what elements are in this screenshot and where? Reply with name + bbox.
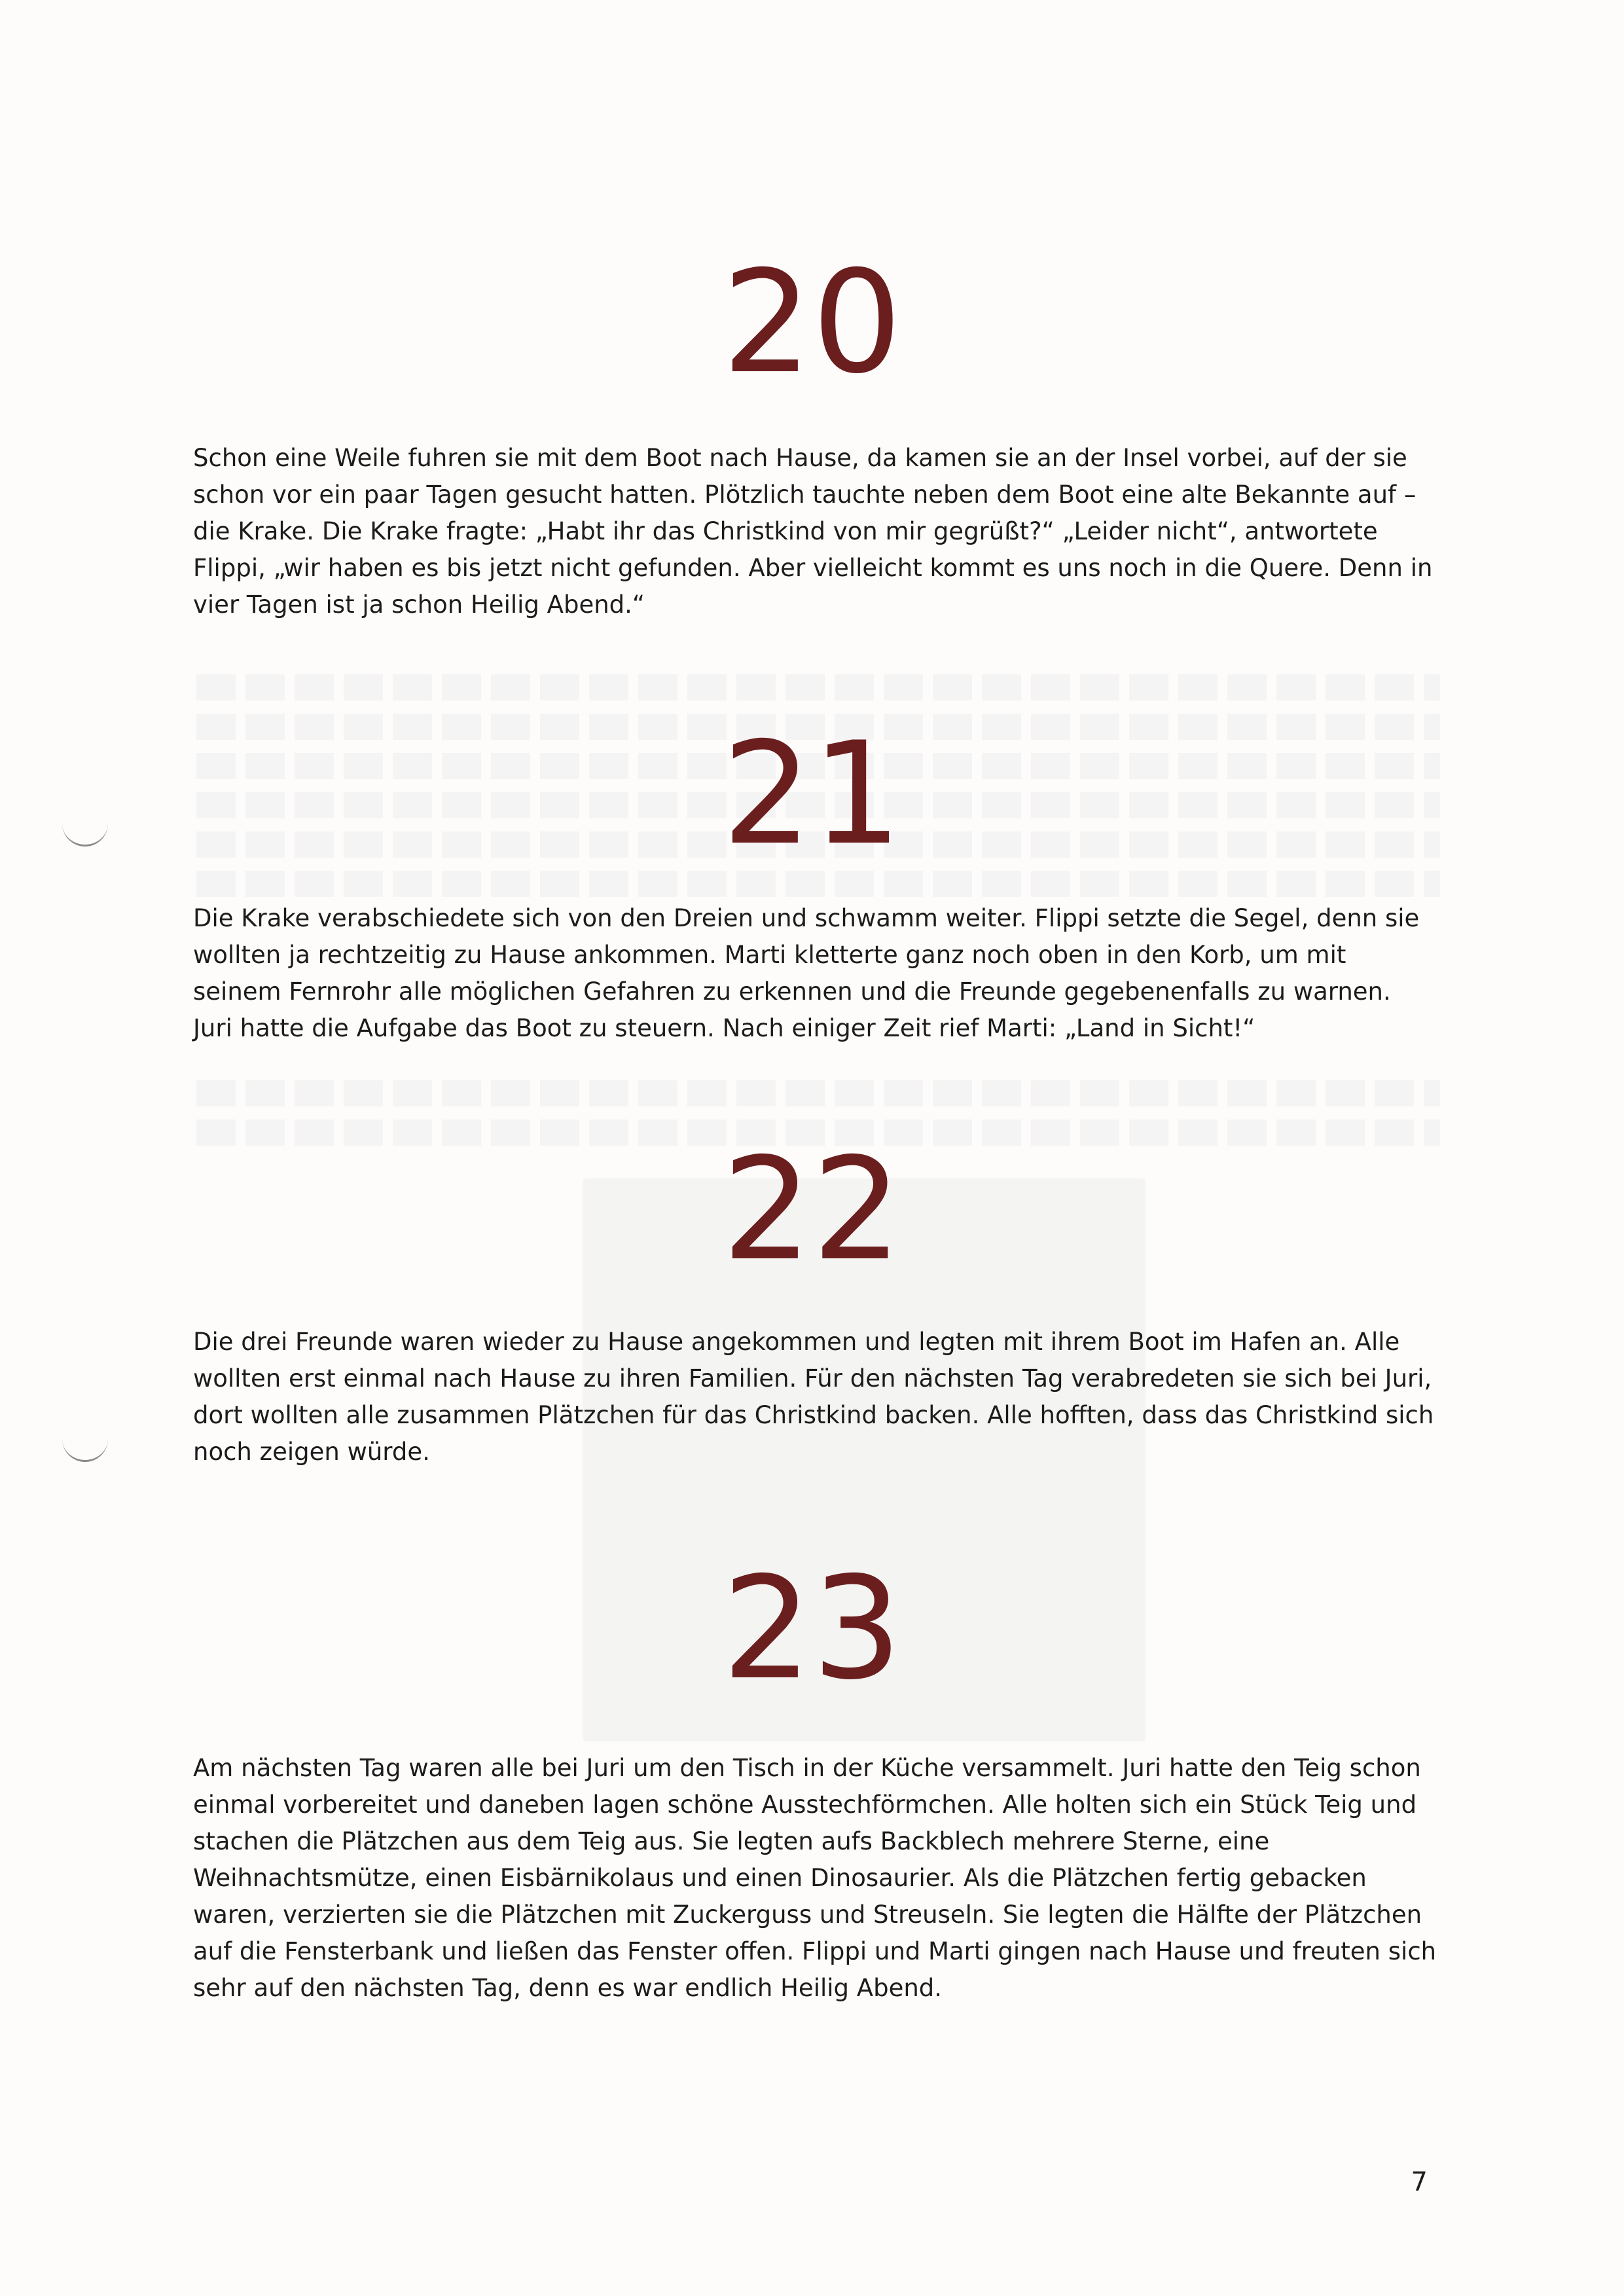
page-number: 7 [1411,2167,1428,2197]
punch-hole-mark [62,1434,108,1462]
show-through-text [196,1080,1440,1106]
section-paragraph: Schon eine Weile fuhren sie mit dem Boot nach Hause, da kamen sie an der Insel vorbei, auf der sie schon vor ein paar Tagen gesucht hatten. Plötzlich tauchte neben dem Boot eine alte Bekannte auf – die Krake. Die Krake fragte: „Habt ihr das Christkind von mir gegrüßt?“ „Leider nicht“, antwortete Flippi, „wir haben es bis jetzt nicht gefunden. Aber vielleicht kommt es uns noch in die Quere. Denn in vier Tagen ist ja schon Heilig Abend.“ [193,444,1433,619]
section-number: 22 [722,1127,902,1292]
section-number: 20 [722,240,902,405]
section-paragraph: Die drei Freunde waren wieder zu Hause angekommen und legten mit ihrem Boot im Hafen an. Alle wollten erst einmal nach Hause zu ihren Familien. Für den nächsten Tag verabredeten sie sich bei Juri, dort wollten alle zusammen Plätzchen für das Christkind backen. Alle hofften, dass das Christkind sich noch zeigen würde. [193,1328,1434,1466]
section-number: 21 [722,712,902,876]
section-paragraph: Die Krake verabschiedete sich von den Dreien und schwamm weiter. Flippi setzte die Segel, denn sie wollten ja rechtzeitig zu Hause ankommen. Marti kletterte ganz noch oben in den Korb, um mit seinem Fernrohr alle möglichen Gefahren zu erkennen und die Freunde gegebenenfalls zu warnen. Juri hatte die Aufgabe das Boot zu steuern. Nach einiger Zeit rief Marti: „Land in Sicht!“ [193,904,1420,1042]
section-number: 23 [722,1546,902,1711]
show-through-text [196,674,1440,701]
section-paragraph: Am nächsten Tag waren alle bei Juri um den Tisch in der Küche versammelt. Juri hatte den Teig schon einmal vorbereitet und daneben lagen schöne Ausstechförmchen. Alle holten sich ein Stück Teig und stachen die Plätzchen aus dem Teig aus. Sie legten aufs Backblech mehrere Sterne, eine Weihnachtsmütze, einen Eisbärnikolaus und einen Dinosaurier. Als die Plätzchen fertig gebacken waren, verzierten sie die Plätzchen mit Zuckerguss und Streuseln. Sie legten die Hälfte der Plätzchen auf die Fensterbank und ließen das Fenster offen. Flippi und Marti gingen nach Hause und freuten sich sehr auf den nächsten Tag, denn es war endlich Heilig Abend. [193,1754,1437,2002]
